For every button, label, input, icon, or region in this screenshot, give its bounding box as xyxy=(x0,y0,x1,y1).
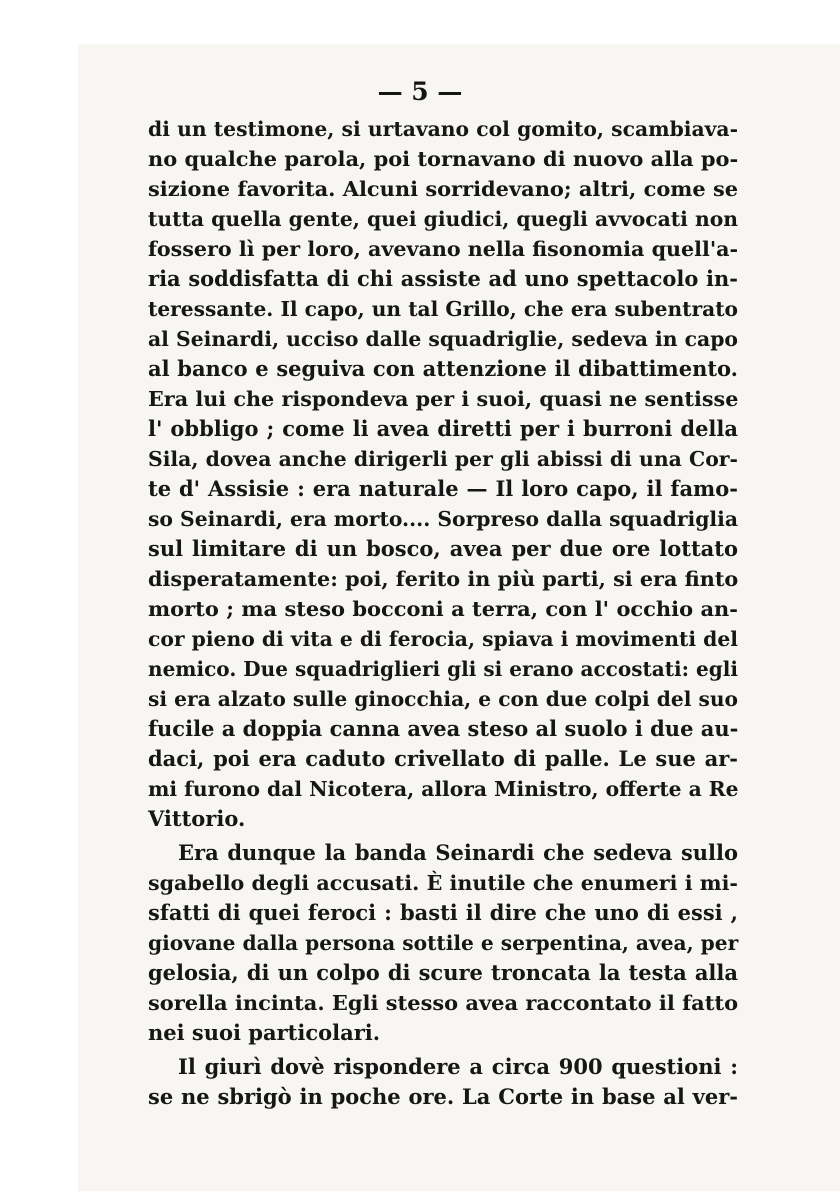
text-line: si era alzato sulle ginocchia, e con due colpi del suo xyxy=(148,687,738,711)
text-line: sorella incinta. Egli stesso avea raccontato il fatto xyxy=(148,990,739,1015)
text-line: l' obbligo ; come li avea diretti per i burroni della xyxy=(148,416,738,441)
text-line: nemico. Due squadriglieri gli si erano accostati: egli xyxy=(148,657,738,681)
text-line: Vittorio. xyxy=(148,806,246,831)
page-number: — 5 — xyxy=(377,77,463,106)
paragraph-2 xyxy=(148,838,738,1048)
paragraph-1 xyxy=(148,114,738,834)
text-line: sul limitare di un bosco, avea per due ore lottato xyxy=(148,536,738,561)
text-line: mi furono dal Nicotera, allora Ministro, offerte a Re xyxy=(148,777,739,801)
body-text xyxy=(148,114,738,1112)
text-line: Era lui che rispondeva per i suoi, quasi ne sentisse xyxy=(148,387,739,411)
text-line: al banco e seguiva con attenzione il dibattimento. xyxy=(148,356,738,381)
text-line: giovane dalla persona sottile e serpentina, avea, per xyxy=(148,931,739,955)
text-line: al Seinardi, ucciso dalle squadriglie, sedeva in capo xyxy=(148,327,738,351)
text-line: sgabello degli accusati. È inutile che enumeri i mi- xyxy=(148,871,738,895)
paragraph-3 xyxy=(148,1052,738,1112)
text-line: sfatti di quei feroci : basti il dire che uno di essi , xyxy=(148,900,738,925)
text-line: fucile a doppia canna avea steso al suolo i due au- xyxy=(148,716,739,741)
text-line: ria soddisfatta di chi assiste ad uno spettacolo in- xyxy=(148,266,738,291)
text-line: sizione favorita. Alcuni sorridevano; altri, come se xyxy=(148,176,739,201)
text-line: so Seinardi, era morto.... Sorpreso dalla squadriglia xyxy=(148,507,738,531)
text-line: Il giurì dovè rispondere a circa 900 questioni : xyxy=(178,1054,738,1079)
text-line: gelosia, di un colpo di scure troncata la testa alla xyxy=(148,960,738,985)
text-line: morto ; ma steso bocconi a terra, con l' occhio an- xyxy=(148,596,738,621)
text-line: nei suoi particolari. xyxy=(148,1020,381,1045)
text-line: no qualche parola, poi tornavano di nuovo alla po- xyxy=(148,146,739,171)
text-line: tutta quella gente, quei giudici, quegli avvocati non xyxy=(148,207,738,231)
text-line: daci, poi era caduto crivellato di palle. Le sue ar- xyxy=(148,746,738,771)
text-line: te d' Assisie : era naturale — Il loro capo, il famo- xyxy=(148,476,738,501)
text-line: Era dunque la banda Seinardi che sedeva sullo xyxy=(178,840,738,865)
text-line: fossero lì per loro, avevano nella fisonomia quell'a- xyxy=(148,237,739,261)
text-line: disperatamente: poi, ferito in più parti, si era finto xyxy=(148,567,739,591)
text-line: cor pieno di vita e di ferocia, spiava i movimenti del xyxy=(148,627,738,651)
text-line: Sila, dovea anche dirigerli per gli abissi di una Cor- xyxy=(148,447,738,471)
text-line: di un testimone, si urtavano col gomito, scambiava- xyxy=(148,117,738,141)
text-line: se ne sbrigò in poche ore. La Corte in base al ver- xyxy=(148,1084,738,1109)
text-line: teressante. Il capo, un tal Grillo, che era subentrato xyxy=(148,297,738,321)
